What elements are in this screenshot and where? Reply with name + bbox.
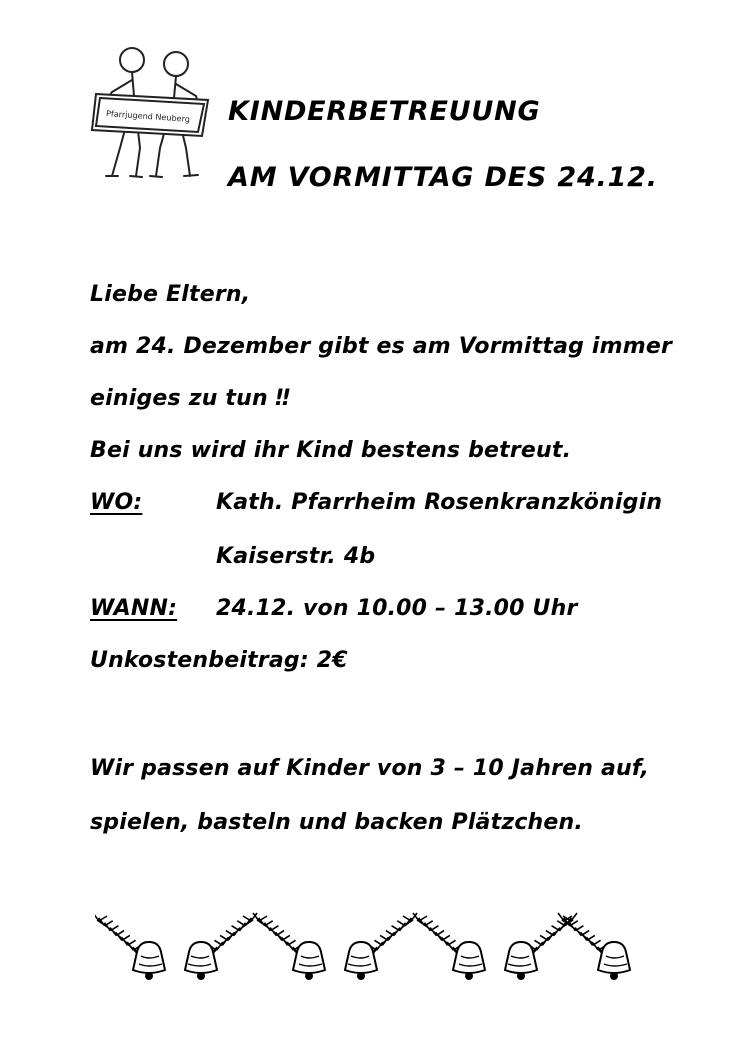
closing-line-2: spielen, basteln und backen Plätzchen. [90, 810, 583, 835]
closing-line-1: Wir passen auf Kinder von 3 – 10 Jahren auf, [90, 756, 650, 781]
pfarrjugend-logo [90, 44, 220, 184]
heading-line-1: KINDERBETREUUNG [228, 96, 541, 127]
when-label: WANN: [90, 596, 178, 621]
heading-line-2: AM VORMITTAG DES 24.12. [228, 162, 658, 193]
bell-motif-icon [95, 913, 165, 980]
bell-motif-icon [253, 913, 325, 980]
body-line-1: am 24. Dezember gibt es am Vormittag immer [90, 334, 673, 359]
when-value: 24.12. von 10.00 – 13.00 Uhr [216, 596, 578, 621]
cost: Unkostenbeitrag: 2€ [90, 648, 348, 673]
where-label: WO: [90, 490, 143, 515]
logo-sign-text: Pfarrjugend Neuberg [105, 109, 190, 124]
christmas-bells-border-icon [95, 912, 635, 984]
body-line-3: Bei uns wird ihr Kind bestens betreut. [90, 438, 572, 463]
greeting: Liebe Eltern, [90, 282, 251, 307]
bell-motif-icon [413, 913, 485, 980]
where-line-2: Kaiserstr. 4b [216, 544, 376, 569]
bell-motif-icon [345, 913, 417, 980]
where-line-1: Kath. Pfarrheim Rosenkranzkönigin [216, 490, 663, 515]
bell-motif-icon [185, 913, 257, 980]
body-line-2: einiges zu tun ‼ [90, 386, 290, 411]
